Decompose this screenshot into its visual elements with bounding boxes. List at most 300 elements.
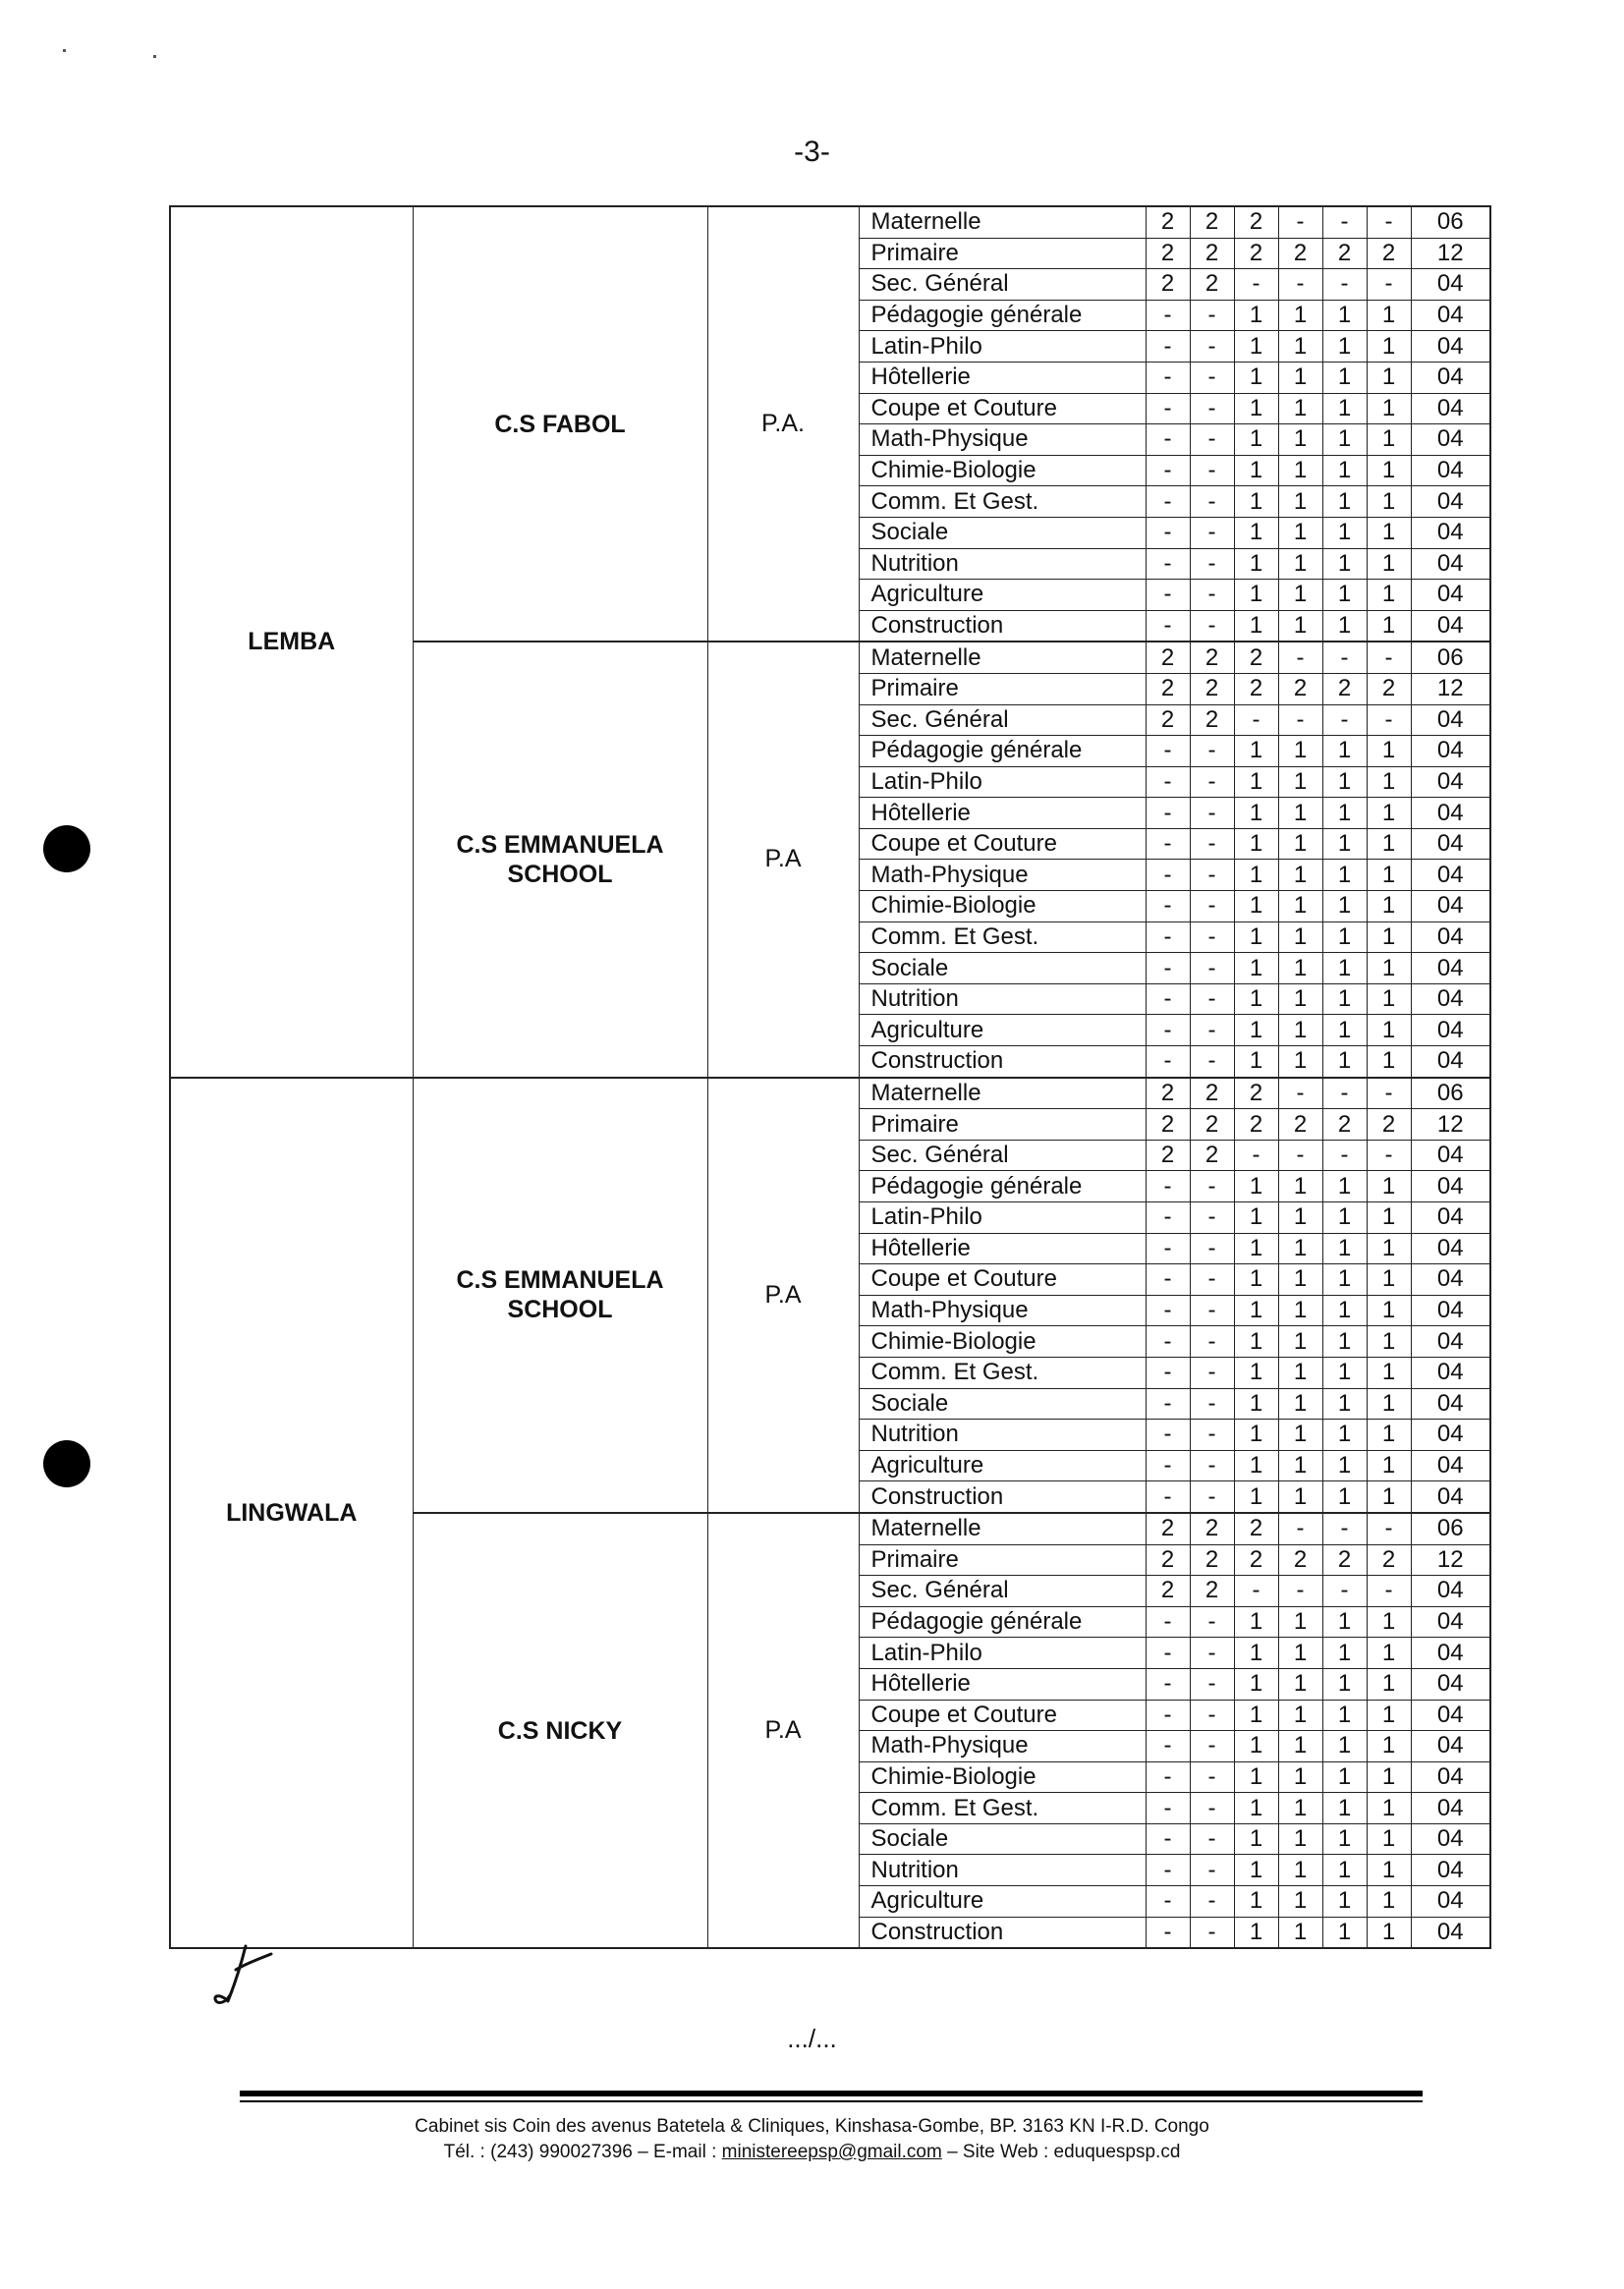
class-count: 2 <box>1367 1109 1411 1141</box>
class-count: 2 <box>1234 1109 1278 1141</box>
section-name: Sec. Général <box>859 1140 1146 1171</box>
section-name: Agriculture <box>859 580 1146 611</box>
class-count: 1 <box>1322 1917 1367 1948</box>
total-count: 06 <box>1411 642 1490 673</box>
class-count: - <box>1190 1388 1234 1420</box>
class-count: 2 <box>1146 238 1190 269</box>
class-count: 1 <box>1278 610 1322 642</box>
class-count: - <box>1146 1202 1190 1234</box>
section-name: Math-Physique <box>859 424 1146 456</box>
section-name: Primaire <box>859 673 1146 704</box>
class-count: 1 <box>1278 953 1322 984</box>
class-count: - <box>1190 300 1234 331</box>
class-count: 1 <box>1234 1823 1278 1855</box>
class-count: - <box>1278 1576 1322 1607</box>
class-count: - <box>1234 1576 1278 1607</box>
section-name: Coupe et Couture <box>859 828 1146 860</box>
school-regime: P.A. <box>707 206 859 642</box>
class-count: 2 <box>1146 1109 1190 1141</box>
class-count: 1 <box>1367 983 1411 1015</box>
class-count: 1 <box>1234 953 1278 984</box>
section-name: Sociale <box>859 1388 1146 1420</box>
scan-speck <box>153 55 156 58</box>
class-count: 1 <box>1367 1917 1411 1948</box>
class-count: - <box>1146 331 1190 363</box>
class-count: 2 <box>1234 206 1278 238</box>
class-count: - <box>1322 704 1367 736</box>
class-count: 1 <box>1322 1015 1367 1046</box>
total-count: 04 <box>1411 580 1490 611</box>
class-count: 1 <box>1367 1855 1411 1886</box>
class-count: 2 <box>1190 238 1234 269</box>
class-count: - <box>1322 206 1367 238</box>
class-count: 1 <box>1278 1015 1322 1046</box>
class-count: 2 <box>1234 1513 1278 1544</box>
class-count: 1 <box>1278 393 1322 424</box>
class-count: 1 <box>1322 548 1367 580</box>
class-count: 1 <box>1367 580 1411 611</box>
class-count: 1 <box>1234 610 1278 642</box>
class-count: 1 <box>1278 1420 1322 1451</box>
class-count: 1 <box>1367 1357 1411 1388</box>
class-count: - <box>1278 704 1322 736</box>
class-count: 1 <box>1367 953 1411 984</box>
class-count: - <box>1190 610 1234 642</box>
class-count: 2 <box>1146 1078 1190 1109</box>
class-count: 1 <box>1367 424 1411 456</box>
total-count: 04 <box>1411 548 1490 580</box>
class-count: 1 <box>1322 736 1367 767</box>
class-count: 1 <box>1234 1046 1278 1078</box>
section-name: Nutrition <box>859 1420 1146 1451</box>
class-count: - <box>1146 798 1190 829</box>
class-count: 1 <box>1367 1668 1411 1700</box>
class-count: - <box>1146 1015 1190 1046</box>
section-name: Latin-Philo <box>859 766 1146 798</box>
class-count: 1 <box>1278 1855 1322 1886</box>
class-count: 2 <box>1278 238 1322 269</box>
class-count: - <box>1146 300 1190 331</box>
total-count: 06 <box>1411 1513 1490 1544</box>
class-count: 1 <box>1234 1793 1278 1824</box>
class-count: 2 <box>1146 1544 1190 1576</box>
class-count: 1 <box>1278 1326 1322 1358</box>
class-count: - <box>1146 1917 1190 1948</box>
class-count: - <box>1190 1171 1234 1202</box>
class-count: - <box>1146 455 1190 486</box>
section-name: Sociale <box>859 953 1146 984</box>
class-count: 1 <box>1367 1233 1411 1264</box>
total-count: 04 <box>1411 1015 1490 1046</box>
class-count: 1 <box>1322 300 1367 331</box>
class-count: 1 <box>1367 798 1411 829</box>
class-count: 1 <box>1234 1015 1278 1046</box>
class-count: 1 <box>1278 1233 1322 1264</box>
class-count: - <box>1190 736 1234 767</box>
class-count: - <box>1146 953 1190 984</box>
punch-hole-top <box>43 825 90 872</box>
class-count: 2 <box>1190 642 1234 673</box>
class-count: 2 <box>1190 1078 1234 1109</box>
class-count: 1 <box>1367 1264 1411 1296</box>
section-name: Sec. Général <box>859 269 1146 301</box>
class-count: - <box>1146 1264 1190 1296</box>
class-count: 1 <box>1278 1638 1322 1669</box>
total-count: 04 <box>1411 1823 1490 1855</box>
class-count: 1 <box>1278 736 1322 767</box>
class-count: - <box>1146 766 1190 798</box>
class-count: 2 <box>1234 642 1278 673</box>
class-count: 1 <box>1234 1855 1278 1886</box>
section-name: Hôtellerie <box>859 1233 1146 1264</box>
class-count: 1 <box>1234 393 1278 424</box>
class-count: 1 <box>1234 1638 1278 1669</box>
class-count: 1 <box>1322 766 1367 798</box>
class-count: 1 <box>1322 1202 1367 1234</box>
class-count: - <box>1190 1233 1234 1264</box>
class-count: 1 <box>1367 1638 1411 1669</box>
class-count: 1 <box>1234 891 1278 922</box>
class-count: 1 <box>1278 1295 1322 1326</box>
class-count: 1 <box>1234 828 1278 860</box>
class-count: - <box>1190 1793 1234 1824</box>
class-count: 2 <box>1234 1078 1278 1109</box>
class-count: 1 <box>1234 548 1278 580</box>
class-count: 1 <box>1278 1264 1322 1296</box>
class-count: 1 <box>1322 1326 1367 1358</box>
class-count: 1 <box>1322 891 1367 922</box>
class-count: - <box>1190 1202 1234 1234</box>
class-count: 2 <box>1146 673 1190 704</box>
class-count: 2 <box>1190 1140 1234 1171</box>
class-count: - <box>1146 1823 1190 1855</box>
class-count: - <box>1146 1420 1190 1451</box>
total-count: 04 <box>1411 424 1490 456</box>
class-count: 1 <box>1367 1171 1411 1202</box>
class-count: 2 <box>1190 269 1234 301</box>
footer-phone: Tél. : (243) 990027396 – E-mail : <box>443 2142 722 2162</box>
class-count: 1 <box>1367 393 1411 424</box>
footer-website: – Site Web : eduquespsp.cd <box>941 2142 1181 2162</box>
class-count: 1 <box>1234 331 1278 363</box>
class-count: 2 <box>1146 1576 1190 1607</box>
class-count: 1 <box>1234 798 1278 829</box>
class-count: 2 <box>1146 206 1190 238</box>
class-count: - <box>1278 269 1322 301</box>
class-count: 1 <box>1278 1886 1322 1918</box>
class-count: 1 <box>1234 1326 1278 1358</box>
class-count: 1 <box>1322 1793 1367 1824</box>
class-count: 1 <box>1367 1420 1411 1451</box>
class-count: 1 <box>1367 486 1411 518</box>
class-count: 1 <box>1234 1481 1278 1513</box>
class-count: 1 <box>1278 1357 1322 1388</box>
table-row <box>170 206 1490 238</box>
class-count: 1 <box>1322 1420 1367 1451</box>
section-name: Sociale <box>859 517 1146 548</box>
class-count: - <box>1190 424 1234 456</box>
footer-rule-thin <box>240 2100 1423 2102</box>
class-count: 1 <box>1367 828 1411 860</box>
total-count: 12 <box>1411 238 1490 269</box>
total-count: 04 <box>1411 1638 1490 1669</box>
class-count: - <box>1367 704 1411 736</box>
class-count: 1 <box>1278 424 1322 456</box>
class-count: 1 <box>1278 1606 1322 1638</box>
total-count: 04 <box>1411 860 1490 891</box>
class-count: - <box>1190 828 1234 860</box>
class-count: 2 <box>1146 1140 1190 1171</box>
class-count: 2 <box>1367 673 1411 704</box>
section-name: Construction <box>859 1046 1146 1078</box>
footer-address: Cabinet sis Coin des avenus Batetela & Cliniques, Kinshasa-Gombe, BP. 3163 KN I-R.D. Congo <box>415 2116 1209 2137</box>
class-count: - <box>1278 642 1322 673</box>
class-count: - <box>1190 1295 1234 1326</box>
class-count: 1 <box>1278 1731 1322 1762</box>
section-name: Maternelle <box>859 206 1146 238</box>
class-count: 2 <box>1190 1109 1234 1141</box>
class-count: - <box>1190 953 1234 984</box>
commune-name: LINGWALA <box>170 1078 413 1949</box>
class-count: 1 <box>1322 798 1367 829</box>
class-count: 2 <box>1234 238 1278 269</box>
total-count: 04 <box>1411 736 1490 767</box>
class-count: - <box>1146 1357 1190 1388</box>
section-name: Agriculture <box>859 1450 1146 1481</box>
class-count: 1 <box>1367 1295 1411 1326</box>
school-name: C.S EMMANUELA SCHOOL <box>413 642 707 1077</box>
class-count: 1 <box>1367 1823 1411 1855</box>
class-count: 2 <box>1146 642 1190 673</box>
class-count: 1 <box>1322 1264 1367 1296</box>
class-count: 1 <box>1322 393 1367 424</box>
class-count: - <box>1146 580 1190 611</box>
class-count: 2 <box>1190 1513 1234 1544</box>
total-count: 04 <box>1411 1576 1490 1607</box>
class-count: - <box>1190 1264 1234 1296</box>
total-count: 04 <box>1411 1326 1490 1358</box>
class-count: 1 <box>1367 1886 1411 1918</box>
class-count: - <box>1367 642 1411 673</box>
class-count: 1 <box>1322 455 1367 486</box>
class-count: 1 <box>1234 1171 1278 1202</box>
section-name: Construction <box>859 1917 1146 1948</box>
total-count: 04 <box>1411 1171 1490 1202</box>
total-count: 04 <box>1411 1886 1490 1918</box>
class-count: - <box>1190 1481 1234 1513</box>
class-count: - <box>1190 1761 1234 1793</box>
class-count: - <box>1190 766 1234 798</box>
footer-rule <box>240 2091 1423 2096</box>
total-count: 04 <box>1411 1264 1490 1296</box>
section-name: Maternelle <box>859 1513 1146 1544</box>
class-count: - <box>1322 1513 1367 1544</box>
class-count: 2 <box>1367 1544 1411 1576</box>
class-count: 2 <box>1146 704 1190 736</box>
class-count: 1 <box>1322 1823 1367 1855</box>
section-name: Hôtellerie <box>859 362 1146 393</box>
class-count: - <box>1146 424 1190 456</box>
section-name: Pédagogie générale <box>859 736 1146 767</box>
class-count: - <box>1146 1886 1190 1918</box>
class-count: 1 <box>1278 860 1322 891</box>
total-count: 04 <box>1411 1202 1490 1234</box>
class-count: 1 <box>1322 1731 1367 1762</box>
total-count: 04 <box>1411 1731 1490 1762</box>
class-count: 2 <box>1322 1109 1367 1141</box>
class-count: 1 <box>1322 1855 1367 1886</box>
class-count: - <box>1367 1078 1411 1109</box>
class-count: - <box>1146 921 1190 953</box>
class-count: 1 <box>1322 1761 1367 1793</box>
page-number: -3- <box>794 136 830 168</box>
class-count: 1 <box>1322 953 1367 984</box>
class-count: - <box>1322 1576 1367 1607</box>
class-count: - <box>1322 269 1367 301</box>
class-count: - <box>1367 1513 1411 1544</box>
class-count: - <box>1146 736 1190 767</box>
class-count: - <box>1146 362 1190 393</box>
class-count: 1 <box>1367 860 1411 891</box>
section-name: Nutrition <box>859 983 1146 1015</box>
class-count: 1 <box>1278 455 1322 486</box>
class-count: 1 <box>1234 860 1278 891</box>
class-count: 1 <box>1367 517 1411 548</box>
class-count: 1 <box>1234 1233 1278 1264</box>
total-count: 04 <box>1411 704 1490 736</box>
class-count: 1 <box>1322 860 1367 891</box>
class-count: 1 <box>1234 1700 1278 1731</box>
total-count: 04 <box>1411 362 1490 393</box>
class-count: 1 <box>1322 1233 1367 1264</box>
class-count: 1 <box>1278 1202 1322 1234</box>
class-count: 1 <box>1367 1606 1411 1638</box>
class-count: - <box>1367 1140 1411 1171</box>
total-count: 12 <box>1411 673 1490 704</box>
class-count: 2 <box>1322 673 1367 704</box>
class-count: 2 <box>1278 1544 1322 1576</box>
class-count: 1 <box>1322 983 1367 1015</box>
class-count: 1 <box>1278 300 1322 331</box>
class-count: - <box>1234 1140 1278 1171</box>
class-count: 1 <box>1278 766 1322 798</box>
section-name: Hôtellerie <box>859 798 1146 829</box>
commune-name: LEMBA <box>170 206 413 1078</box>
class-count: - <box>1190 331 1234 363</box>
class-count: - <box>1367 269 1411 301</box>
class-count: - <box>1190 1015 1234 1046</box>
total-count: 04 <box>1411 300 1490 331</box>
class-count: 1 <box>1234 1606 1278 1638</box>
class-count: - <box>1190 393 1234 424</box>
class-count: 1 <box>1322 424 1367 456</box>
class-count: 1 <box>1322 1295 1367 1326</box>
class-count: - <box>1190 1326 1234 1358</box>
class-count: - <box>1322 642 1367 673</box>
section-name: Math-Physique <box>859 1731 1146 1762</box>
class-count: 1 <box>1234 1917 1278 1948</box>
class-count: 1 <box>1234 1450 1278 1481</box>
class-count: 1 <box>1234 1731 1278 1762</box>
class-count: 1 <box>1367 1761 1411 1793</box>
total-count: 04 <box>1411 1668 1490 1700</box>
class-count: - <box>1190 1638 1234 1669</box>
class-count: - <box>1190 891 1234 922</box>
class-count: 2 <box>1146 269 1190 301</box>
class-count: - <box>1146 1326 1190 1358</box>
total-count: 04 <box>1411 891 1490 922</box>
class-count: - <box>1278 1140 1322 1171</box>
school-regime: P.A <box>707 1513 859 1948</box>
class-count: 1 <box>1367 766 1411 798</box>
class-count: 1 <box>1234 455 1278 486</box>
footer-email-link[interactable]: ministereepsp@gmail.com <box>721 2142 942 2162</box>
class-count: - <box>1234 269 1278 301</box>
total-count: 04 <box>1411 1606 1490 1638</box>
class-count: - <box>1190 1606 1234 1638</box>
class-count: 1 <box>1278 983 1322 1015</box>
section-name: Coupe et Couture <box>859 393 1146 424</box>
section-name: Agriculture <box>859 1886 1146 1918</box>
class-count: - <box>1146 1481 1190 1513</box>
class-count: 1 <box>1322 1450 1367 1481</box>
class-count: - <box>1190 486 1234 518</box>
class-count: - <box>1190 517 1234 548</box>
total-count: 04 <box>1411 610 1490 642</box>
class-count: 1 <box>1234 1357 1278 1388</box>
class-count: 1 <box>1322 1638 1367 1669</box>
class-count: 1 <box>1234 921 1278 953</box>
class-count: - <box>1190 1357 1234 1388</box>
total-count: 04 <box>1411 953 1490 984</box>
section-name: Primaire <box>859 238 1146 269</box>
class-count: - <box>1190 1668 1234 1700</box>
class-count: 1 <box>1278 1917 1322 1948</box>
class-count: 1 <box>1234 424 1278 456</box>
class-count: 1 <box>1322 1171 1367 1202</box>
class-count: 1 <box>1278 921 1322 953</box>
class-count: - <box>1190 1855 1234 1886</box>
class-count: - <box>1190 860 1234 891</box>
total-count: 04 <box>1411 921 1490 953</box>
class-count: - <box>1146 828 1190 860</box>
section-name: Pédagogie générale <box>859 300 1146 331</box>
class-count: - <box>1146 1388 1190 1420</box>
class-count: 1 <box>1367 1700 1411 1731</box>
class-count: - <box>1278 1513 1322 1544</box>
class-count: 1 <box>1278 517 1322 548</box>
section-name: Construction <box>859 610 1146 642</box>
class-count: 1 <box>1367 1481 1411 1513</box>
class-count: 1 <box>1234 1264 1278 1296</box>
class-count: 1 <box>1322 1606 1367 1638</box>
section-name: Comm. Et Gest. <box>859 921 1146 953</box>
class-count: 1 <box>1322 1481 1367 1513</box>
class-count: 1 <box>1367 1731 1411 1762</box>
section-name: Chimie-Biologie <box>859 1761 1146 1793</box>
total-count: 06 <box>1411 1078 1490 1109</box>
class-count: 1 <box>1234 1668 1278 1700</box>
class-count: 2 <box>1322 1544 1367 1576</box>
total-count: 04 <box>1411 1420 1490 1451</box>
class-count: 1 <box>1234 766 1278 798</box>
total-count: 04 <box>1411 1357 1490 1388</box>
class-count: 1 <box>1322 362 1367 393</box>
class-count: - <box>1146 610 1190 642</box>
class-count: 2 <box>1367 238 1411 269</box>
total-count: 06 <box>1411 206 1490 238</box>
class-count: - <box>1190 548 1234 580</box>
